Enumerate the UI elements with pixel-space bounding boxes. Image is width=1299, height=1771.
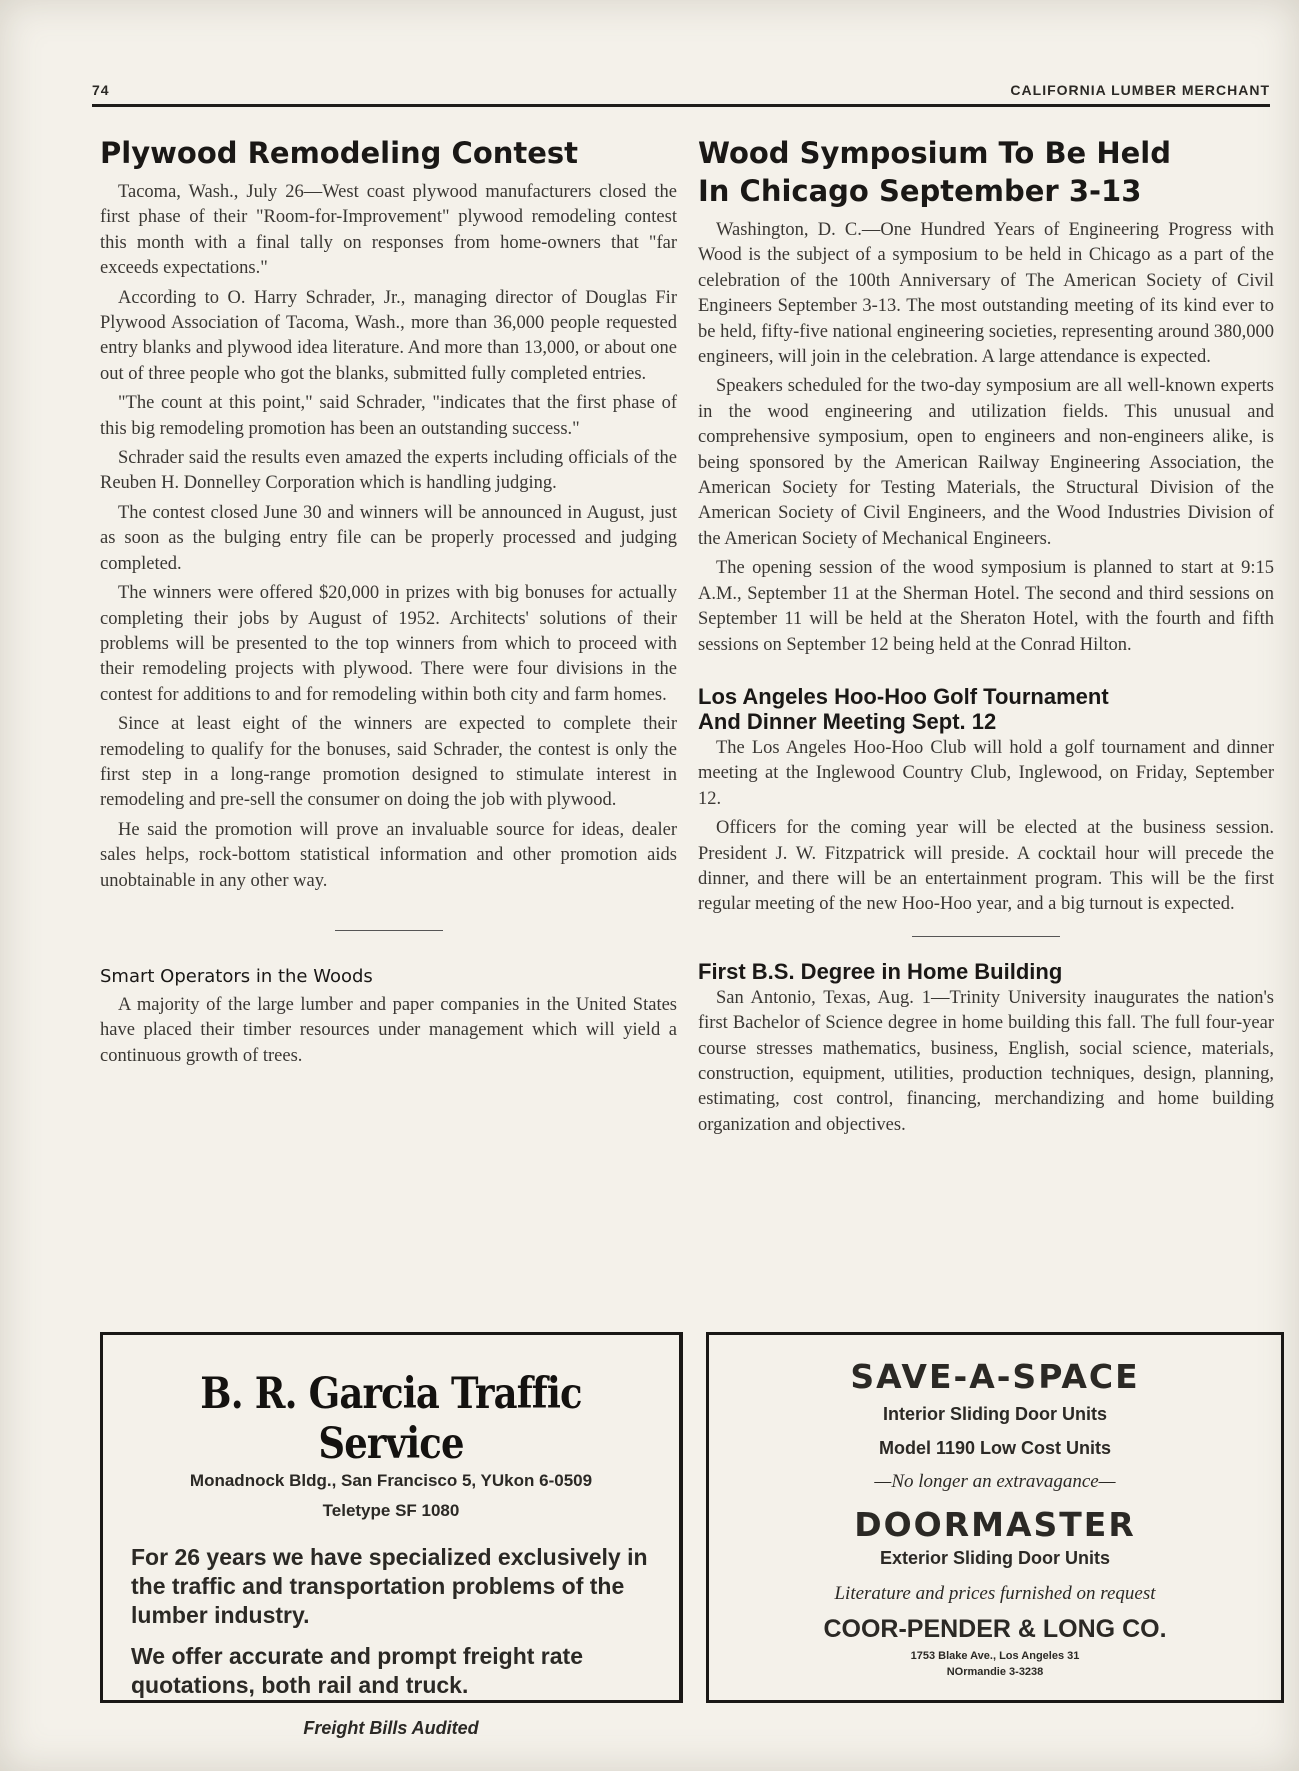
ad-doormaster-title: DOORMASTER [854, 1505, 1136, 1544]
ad-company-address: 1753 Blake Ave., Los Angeles 31 [910, 1650, 1080, 1662]
article-plywood [100, 134, 677, 894]
ad-save-a-space-subtitle: Interior Sliding Door Units [883, 1404, 1107, 1424]
publication-title: CALIFORNIA LUMBER MERCHANT [1010, 82, 1270, 98]
article-paragraph: "The count at this point," said Schrader, "indicates that the first phase of this big remodeling promotion has been an outstanding success." [100, 393, 677, 439]
article-paragraph: A majority of the large lumber and paper companies in the United States have placed their timber resources under management which will yield a continuous growth of trees. [100, 994, 677, 1066]
ad-company-name: COOR-PENDER & LONG CO. [823, 1615, 1167, 1643]
title-line: And Dinner Meeting Sept. 12 [698, 708, 997, 734]
article-paragraph: The winners were offered $20,000 in prizes with big bonuses for actually completing their jobs by August of 1952. Architects' solutions of their problems will be presented to the top winners from which to proceed with their remodeling projects with plywood. There were four divisions in the contest for additions to and for remodeling within both city and farm homes. [100, 583, 677, 705]
article-hoohoo-title [698, 684, 1274, 734]
article-symposium-title [698, 134, 1274, 210]
article-paragraph: The opening session of the wood symposium is planned to start at 9:15 A.M., September 11 at the Sherman Hotel. The second and third sessions on September 11 will be held at the Sheraton Hotel, with the fourth and fifth sessions on September 12 being held at the Conrad Hilton. [698, 558, 1274, 655]
page-number: 74 [92, 82, 110, 98]
article-paragraph: Since at least eight of the winners are expected to complete their remodeling to qualify for the bonuses, said Schrader, the contest is only the first step in a long-range promotion designed to stimulate interest in remodeling and pre-sell the consumer on doing the job with plywood. [100, 714, 677, 811]
article-paragraph: San Antonio, Texas, Aug. 1—Trinity University inaugurates the nation's first Bachelor of Science degree in home building this fall. The full four-year course stresses mathematics, business, English, social science, materials, construction, equipment, utilities, production techniques, design, planning, estimating, cost control, financing, merchandizing and home building organization and objectives. [698, 987, 1274, 1135]
ad-garcia-body: For 26 years we have specialized exclusively in the traffic and transportation problems of the lumber industry. [131, 1544, 648, 1628]
ad-garcia-teletype: Teletype SF 1080 [322, 1501, 460, 1520]
article-symposium [698, 134, 1274, 658]
title-line: In Chicago September 3-13 [698, 174, 1142, 208]
right-column [698, 134, 1274, 1142]
article-paragraph: He said the promotion will prove an invaluable source for ideas, dealer sales helps, rock-bottom statistical information and other promotion aids unobtainable in any other way. [100, 819, 677, 891]
article-paragraph: Washington, D. C.—One Hundred Years of Engineering Progress with Wood is the subject of a symposium to be held in Chicago as a part of the celebration of the 100th Anniversary of The American Society of Civil Engineers September 3-13. The most outstanding meeting of its kind ever to be held, fifty-five national engineering societies, representing around 380,000 engineers, will join in the celebration. A large attendance is expected. [698, 220, 1274, 368]
article-paragraph: Schrader said the results even amazed the experts including officials of the Reuben H. Donnelley Corporation which is handling judging. [100, 448, 677, 494]
ad-tagline: —No longer an extravagance— [874, 1471, 1116, 1492]
article-degree [698, 959, 1274, 1138]
ad-model-line: Model 1190 Low Cost Units [878, 1438, 1112, 1458]
article-paragraph: Tacoma, Wash., July 26—West coast plywood manufacturers closed the first phase of their "Room-for-Improvement" plywood remodeling contest this month with a final tally on responses from home-owners that "far exceeds expectations." [100, 182, 677, 279]
ad-garcia-traffic [100, 1332, 683, 1738]
ad-garcia-address: Monadnock Bldg., San Francisco 5, YUkon 6-0509 [189, 1471, 593, 1490]
article-hoohoo [698, 684, 1274, 918]
article-paragraph: The Los Angeles Hoo-Hoo Club will hold a golf tournament and dinner meeting at the Inglewood Country Club, Inglewood, on Friday, September 12. [698, 737, 1274, 809]
article-paragraph: According to O. Harry Schrader, Jr., managing director of Douglas Fir Plywood Association of Tacoma, Wash., more than 36,000 people requested entry blanks and plywood idea literature. And more than 13,000, or about one out of three people who got the blanks, submitted fully completed entries. [100, 287, 677, 384]
ad-garcia-footer: Freight Bills Audited [303, 1718, 479, 1738]
ad-save-a-space-title: SAVE-A-SPACE [850, 1357, 1140, 1396]
article-paragraph: Speakers scheduled for the two-day symposium are all well-known experts in the wood engineering and utilization fields. This unusual and comprehensive symposium, open to engineers and non-engineers alike, is being sponsored by the American Railway Engineering Association, the American Society for Testing Materials, the Structural Division of the American Society of Civil Engineers, and the Wood Industries Division of the American Society of Mechanical Engineers. [698, 376, 1274, 549]
ad-garcia-body: We offer accurate and prompt freight rate quotations, both rail and truck. [131, 1643, 583, 1698]
page-header [92, 80, 1270, 107]
article-smart-operators [100, 965, 677, 1069]
article-paragraph: The contest closed June 30 and winners will be announced in August, just as soon as the bulging entry file can be properly processed and judging completed. [100, 502, 677, 574]
ad-company-phone: NOrmandie 3-3238 [946, 1666, 1044, 1678]
ad-literature-line: Literature and prices furnished on request [834, 1583, 1156, 1604]
ad-garcia-title: B. R. Garcia Traffic Service [200, 1369, 582, 1469]
article-degree-title: First B.S. Degree in Home Building [698, 958, 1063, 984]
article-smart-title: Smart Operators in the Woods [100, 965, 373, 987]
section-divider [912, 936, 1060, 937]
ad-doormaster-subtitle: Exterior Sliding Door Units [879, 1548, 1111, 1568]
article-plywood-title: Plywood Remodeling Contest [100, 136, 579, 170]
title-line: Wood Symposium To Be Held [698, 136, 1171, 170]
title-line: Los Angeles Hoo-Hoo Golf Tournament [698, 683, 1109, 709]
article-paragraph: Officers for the coming year will be elected at the business session. President J. W. Fitzpatrick will preside. A cocktail hour will precede the dinner, and there will be an entertainment program. This will be the first regular meeting of the new Hoo-Hoo year, and a big turnout is expected. [698, 818, 1274, 915]
left-column [100, 134, 677, 1073]
ad-coor-pender [706, 1332, 1284, 1703]
